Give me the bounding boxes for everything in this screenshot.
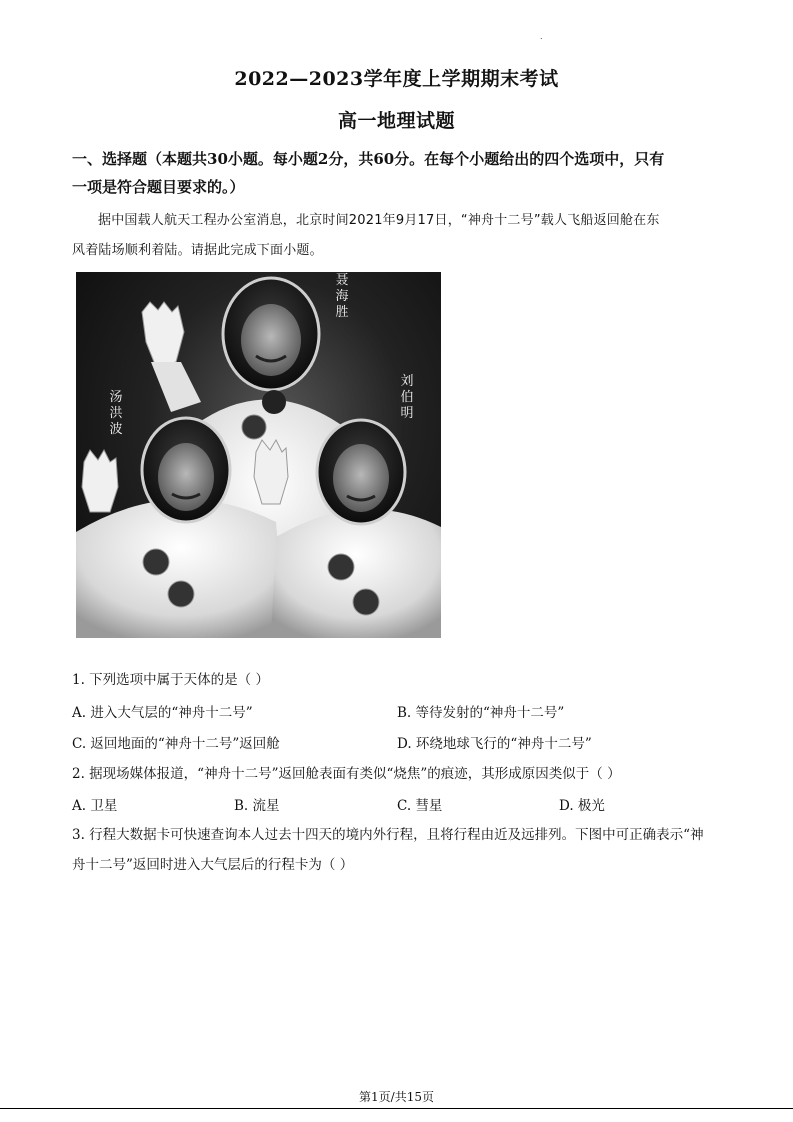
question-3-stem xyxy=(72,820,724,880)
question-1-stem: 1. 下列选项中属于天体的是（ ） xyxy=(72,672,269,688)
exam-title: 2022—2023学年度上学期期末考试 xyxy=(234,68,559,90)
question-1-option-c[interactable]: C. 返回地面的“神舟十二号”返回舱 xyxy=(72,736,280,752)
subject-title: 高一地理试题 xyxy=(337,110,455,132)
question-1-option-d[interactable]: D. 环绕地球飞行的“神舟十二号” xyxy=(397,736,592,752)
question-2-option-a[interactable]: A. 卫星 xyxy=(72,798,118,814)
footer-divider xyxy=(0,1108,793,1109)
astronaut-illustration xyxy=(76,272,441,638)
astronaut-photo xyxy=(76,272,441,638)
question-2-stem: 2. 据现场媒体报道，“神舟十二号”返回舱表面有类似“烧焦”的痕迹，其形成原因类似于（ ） xyxy=(72,766,621,782)
section-heading-line2: 一项是符合题目要求的。） xyxy=(72,178,245,196)
question-1-option-a[interactable]: A. 进入大气层的“神舟十二号” xyxy=(72,705,253,721)
question-2-option-c[interactable]: C. 彗星 xyxy=(397,798,443,814)
question-3-stem-line2: 舟十二号”返回时进入大气层后的行程卡为（ ） xyxy=(72,857,354,873)
question-1-option-b[interactable]: B. 等待发射的“神舟十二号” xyxy=(397,705,565,721)
passage-intro-line2: 风着陆场顺利着陆。请据此完成下面小题。 xyxy=(72,243,323,258)
passage-intro-line1: 据中国载人航天工程办公室消息，北京时间2021年9月17日，“神舟十二号”载人飞船返回舱在东 xyxy=(98,213,660,228)
page-number: 第1页/共15页 xyxy=(359,1090,434,1104)
name-label-top: 聂 海 胜 xyxy=(335,273,349,320)
name-label-left: 汤 洪 波 xyxy=(109,390,123,437)
section-heading-line1: 一、选择题（本题共30小题。每小题2分，共60分。在每个小题给出的四个选项中，只有 xyxy=(72,150,665,168)
question-2-option-d[interactable]: D. 极光 xyxy=(559,798,605,814)
section-heading xyxy=(72,146,722,200)
corner-dot: . xyxy=(540,32,543,41)
question-2-option-b[interactable]: B. 流星 xyxy=(234,798,280,814)
passage-intro xyxy=(72,206,722,266)
question-3-stem-line1: 3. 行程大数据卡可快速查询本人过去十四天的境内外行程，且将行程由近及远排列。下图中可正确表示“神 xyxy=(72,827,704,843)
name-label-right: 刘 伯 明 xyxy=(400,374,414,421)
